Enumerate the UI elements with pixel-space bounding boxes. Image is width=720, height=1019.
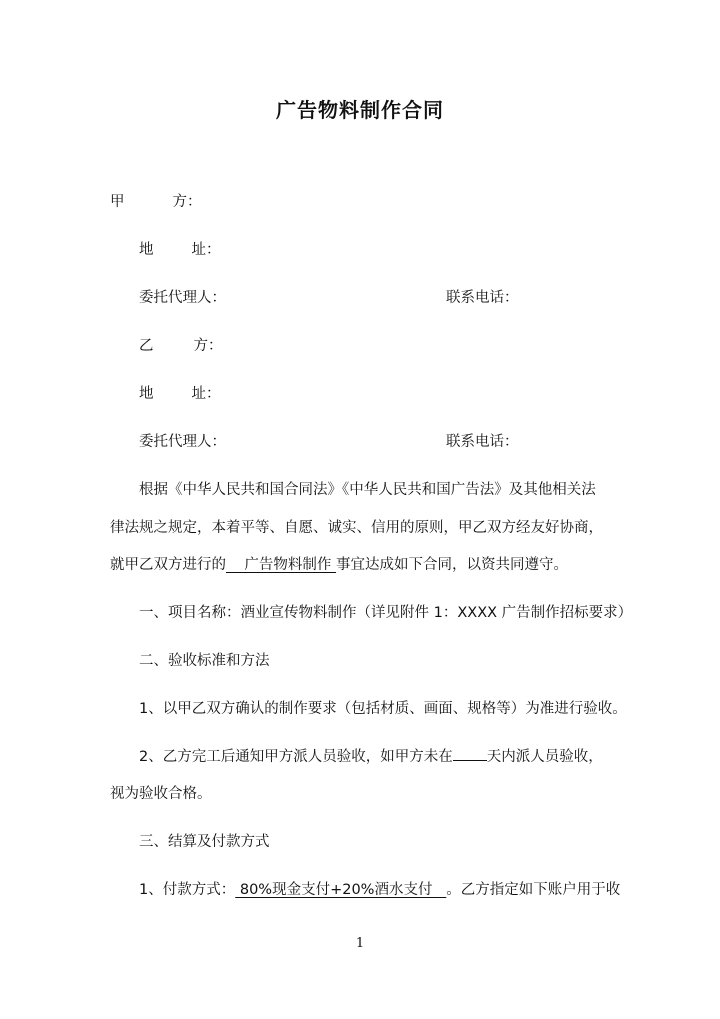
section-2-item-2: 2、乙方完工后通知甲方派人员验收，如甲方未在 天内派人员验收， [139,746,603,767]
payment-fill-in: 80%现金支付+20%酒水支付 [235,882,447,898]
section-1-project-name: 一、项目名称：酒业宣传物料制作（详见附件 1：XXXX 广告制作招标要求） [139,605,633,621]
preamble-line-2: 律法规之规定，本着平等、自愿、诚实、信用的原则，甲乙双方经友好协商， [110,520,603,536]
party-a-agent: 委托代理人： [139,290,226,306]
page-number: 1 [355,936,365,951]
party-a-phone: 联系电话： [446,290,519,306]
party-b-agent: 委托代理人： [139,434,226,450]
preamble-line-1: 根据《中华人民共和国合同法》《中华人民共和国广告法》及其他相关法 [139,482,596,498]
party-b-label: 乙 方： [139,338,223,354]
section-2-item-1: 1、以甲乙双方确认的制作要求（包括材质、画面、规格等）为准进行验收。 [139,701,627,717]
days-blank [453,746,487,761]
project-fill-in: 广告物料制作 [226,557,337,573]
party-a-address: 地 址： [139,242,221,258]
party-a-label: 甲 方： [110,194,202,210]
section-3-heading: 三、结算及付款方式 [139,834,270,850]
section-3-item-1: 1、付款方式： 80%现金支付+20%酒水支付 。乙方指定如下账户用于收 [139,882,621,898]
party-b-phone: 联系电话： [446,434,519,450]
section-2-item-2-cont: 视为验收合格。 [110,786,212,802]
section-2-heading: 二、验收标准和方法 [139,653,270,669]
party-b-address: 地 址： [139,386,221,402]
document-title: 广告物料制作合同 [276,98,444,122]
preamble-line-3: 就甲乙双方进行的 广告物料制作 事宜达成如下合同，以资共同遵守。 [110,557,569,573]
